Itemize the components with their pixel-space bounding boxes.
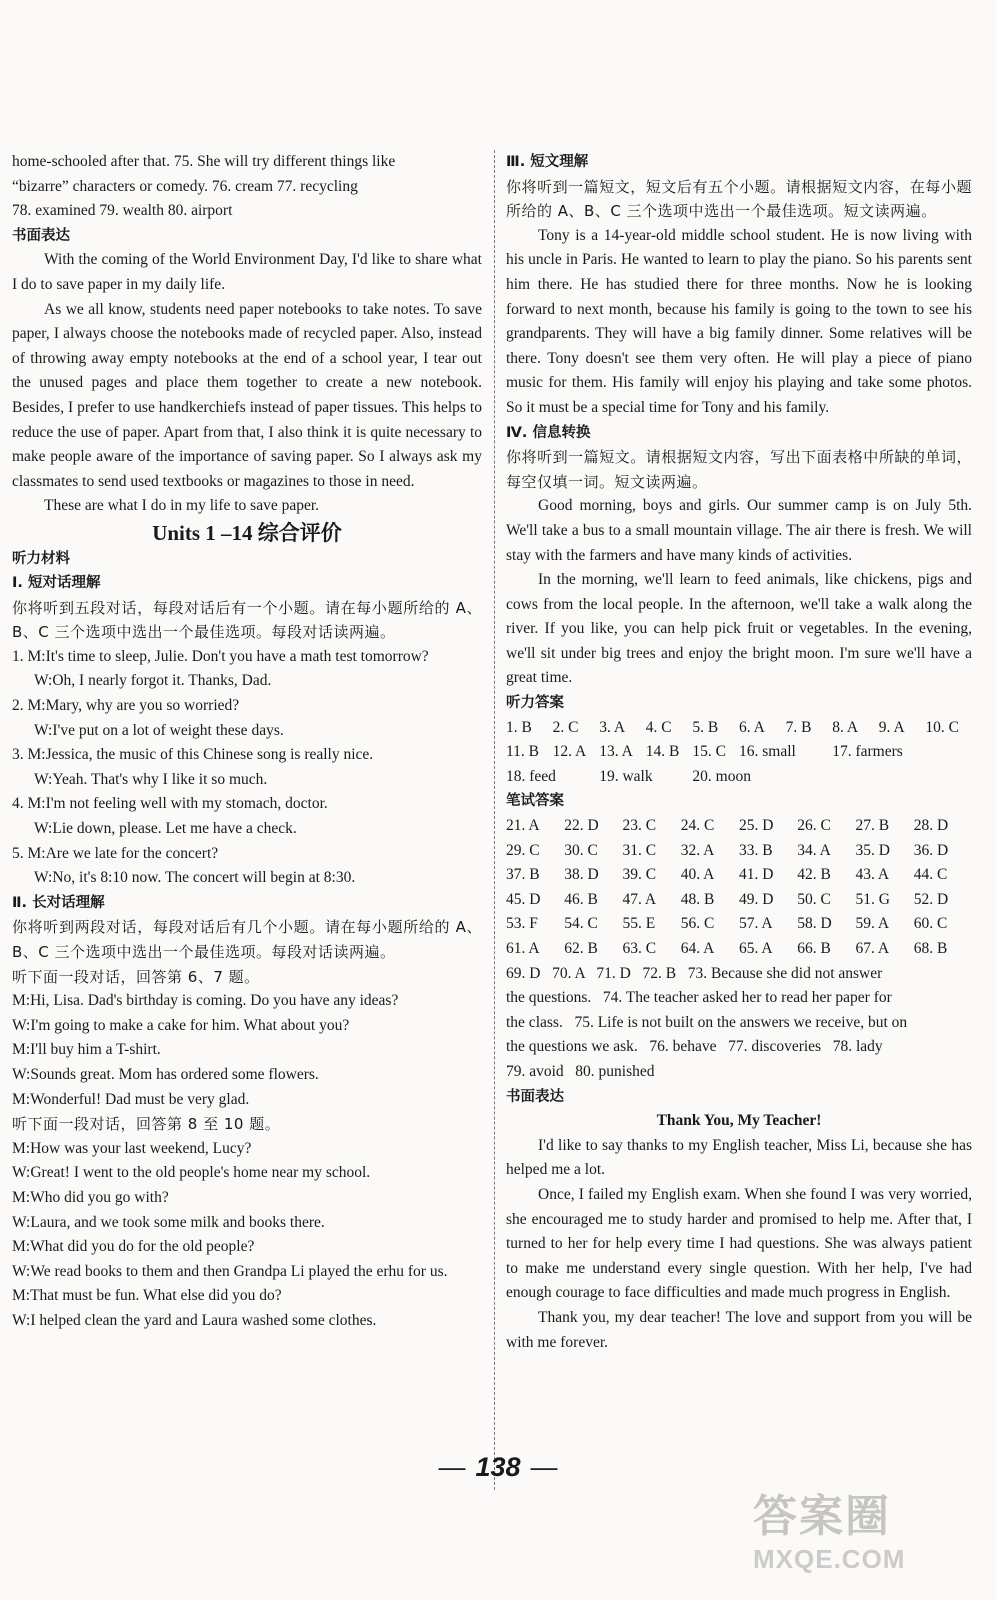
dialog-line: W:Lie down, please. Let me have a check. <box>34 820 297 838</box>
dialog-line: 5. M:Are we late for the concert? <box>12 844 219 862</box>
answer-line: the questions we ask. 76. behave 77. discoveries 78. lady <box>506 1038 883 1056</box>
answer-line: home-schooled after that. 75. She will try different things like <box>12 153 396 170</box>
answer-item: 45. D <box>506 890 541 908</box>
left-column <box>12 150 482 1334</box>
answer-item: 12. A <box>552 743 587 761</box>
answer-item: 56. C <box>680 915 715 933</box>
passage-paragraph: In the morning, we'll learn to feed animals, like chickens, pigs and cows from the local people. In the afternoon, we'll take a walk along the river. If you like, you can help pick fruit or vegetables. In the evening, we'll sit under big trees and enjoy the bright moon. I'm sure we'll have a great time. <box>506 571 972 687</box>
answer-item: 32. A <box>680 841 715 859</box>
answer-item: 55. E <box>622 915 656 933</box>
essay-paragraph: Thank you, my dear teacher! The love and support from you will be with me forever. <box>506 1308 972 1351</box>
essay-paragraph: As we all know, students need paper notebooks to take notes. To save paper, I always choose the notebooks made of recycled paper. Also, instead of throwing away empty notebooks at the end of a school year, I tear out the unused pages and place them together to create a new notebook. Besides, I prefer to use handkerchiefs instead of paper tissues. This helps to reduce the use of paper. Apart from that, I also think it is quite necessary to make people aware of the importance of saving paper. So I always ask my classmates to send used textbooks or magazines to those in need. <box>12 300 482 490</box>
answer-line: 78. examined 79. wealth 80. airport <box>12 202 233 220</box>
answer-row <box>506 814 972 839</box>
answer-item: 47. A <box>622 890 657 908</box>
answer-item: 40. A <box>680 866 715 884</box>
answer-line: “bizarre” characters or comedy. 76. cream 77. recycling <box>12 177 358 195</box>
answer-item: 3. A <box>599 718 626 736</box>
answer-item: 29. C <box>506 841 540 859</box>
answer-item: 22. D <box>564 817 599 835</box>
answer-item: 20. moon <box>692 767 751 785</box>
answer-item: 49. D <box>739 890 774 908</box>
answer-row <box>506 716 972 741</box>
right-column <box>506 150 972 1355</box>
answer-item: 2. C <box>552 718 579 736</box>
answer-item: 57. A <box>739 915 773 933</box>
dialog-line: W:Laura, and we took some milk and books there. <box>12 1213 325 1231</box>
section-heading: 书面表达 <box>506 1088 564 1105</box>
answer-item: 65. A <box>739 940 773 957</box>
passage-paragraph: Good morning, boys and girls. Our summer camp is on July 5th. We'll take a bus to a small mountain village. The air there is fresh. We will stay with the farmers and have many kinds of activities. <box>506 497 972 564</box>
answer-item: 66. B <box>797 940 831 957</box>
essay-paragraph: I'd like to say thanks to my English teacher, Miss Li, because she has helped me a lot. <box>506 1136 972 1179</box>
instruction: 你将听到一篇短文，短文后有五个小题。请根据短文内容，在每小题所给的 A、B、C 三个选项中选出一个最佳选项。短文读两遍。 <box>506 177 972 221</box>
dialog-line: W:Yeah. That's why I like it so much. <box>34 770 268 788</box>
answer-item: 26. C <box>797 817 831 835</box>
passage-paragraph: Tony is a 14-year-old middle school student. He is now living with his uncle in Paris. He wanted to learn to play the piano. So his parents sent him there. He has studied there for three months. Now he is looking forward to next month, because his family is going to the town to see his grandparents. They will have a big family dinner. Some relatives will be there. Tony doesn't see them very often. He will play a piece of piano music for them. His family will enjoy his playing and take some photos. So it must be a special time for Tony and his family. <box>506 226 972 416</box>
column-divider <box>494 150 495 1490</box>
page-number-value: 138 <box>475 1452 521 1482</box>
answer-item: 35. D <box>855 841 890 859</box>
written-answers-grid <box>506 814 972 962</box>
answer-item: 7. B <box>785 718 812 736</box>
answer-item: 24. C <box>680 817 715 835</box>
dialog-line: M:What did you do for the old people? <box>12 1238 255 1256</box>
essay-title: Thank You, My Teacher! <box>656 1112 822 1130</box>
answer-item: 36. D <box>913 841 949 859</box>
answer-row <box>506 912 972 937</box>
answer-item: 10. C <box>925 718 959 736</box>
answer-item: 39. C <box>622 866 657 884</box>
answer-item: 62. B <box>564 940 598 957</box>
essay-paragraph: Once, I failed my English exam. When she found I was very worried, she encouraged me to study harder and promised to help me. After that, I turned to her for help every time I had questions. She was always patient to make me understand every single question. With her help, I've had enough courage to face difficulties and made much progress in English. <box>506 1185 972 1302</box>
answer-row <box>506 888 972 913</box>
watermark-url: MXQE.COM <box>753 1544 906 1574</box>
answer-item: 16. small <box>738 743 796 761</box>
instruction: 你将听到一篇短文。请根据短文内容，写出下面表格中所缺的单词，每空仅填一词。短文读两遍。 <box>506 448 972 491</box>
dialog-line: W:No, it's 8:10 now. The concert will begin at 8:30. <box>34 869 356 887</box>
dialog-line: W:I'm going to make a cake for him. What about you? <box>12 1016 350 1034</box>
dialog-list <box>12 645 482 891</box>
answer-item: 67. A <box>855 940 890 957</box>
answer-item: 61. A <box>506 940 540 957</box>
answer-item: 28. D <box>913 817 949 835</box>
answer-item: 9. A <box>878 718 905 736</box>
essay-paragraph: These are what I do in my life to save paper. <box>44 497 320 515</box>
section-heading: Ⅳ. 信息转换 <box>506 424 591 441</box>
answer-item: 21. A <box>506 817 540 835</box>
dialog-line: W:Oh, I nearly forgot it. Thanks, Dad. <box>34 672 272 690</box>
answer-item: 50. C <box>797 890 831 908</box>
dialog-line: M:That must be fun. What else did you do? <box>12 1287 282 1305</box>
answer-item: 23. C <box>622 817 657 835</box>
page-number: — 138 — <box>438 1452 558 1482</box>
instruction: 你将听到五段对话，每段对话后有一个小题。请在每小题所给的 A、B、C 三个选项中选出一个最佳选项。每段对话读两遍。 <box>12 598 482 642</box>
dialog-line: W:Great! I went to the old people's home near my school. <box>12 1164 371 1182</box>
answer-item: 53. F <box>506 915 538 933</box>
answer-row <box>506 863 972 888</box>
answer-item: 19. walk <box>599 767 653 785</box>
answer-item: 11. B <box>506 743 540 761</box>
answer-line: 69. D 70. A 71. D 72. B 73. Because she did not answer <box>506 964 883 982</box>
answer-item: 37. B <box>506 866 540 884</box>
dialog-line: W:I helped clean the yard and Laura washed some clothes. <box>12 1311 377 1329</box>
answer-row <box>506 740 972 765</box>
answer-item: 38. D <box>564 866 599 884</box>
watermark <box>753 1480 968 1590</box>
answer-item: 4. C <box>645 718 672 736</box>
answer-item: 8. A <box>832 718 859 736</box>
answer-item: 58. D <box>797 915 832 933</box>
answer-item: 33. B <box>739 841 773 859</box>
dialog-line: 2. M:Mary, why are you so worried? <box>12 697 240 715</box>
instruction: 你将听到两段对话，每段对话后有几个小题。请在每小题所给的 A、B、C 三个选项中选出一个最佳选项。每段对话读两遍。 <box>12 918 482 961</box>
answer-item: 34. A <box>797 841 831 859</box>
essay-paragraph: With the coming of the World Environment Day, I'd like to share what I do to save paper in my daily life. <box>12 251 482 293</box>
answer-item: 46. B <box>564 890 598 908</box>
answer-line: 79. avoid 80. punished <box>506 1062 655 1080</box>
conversation-intro: 听下面一段对话，回答第 6、7 题。 <box>12 967 260 986</box>
answer-item: 25. D <box>739 817 774 835</box>
dialog-line: 4. M:I'm not feeling well with my stomach, doctor. <box>12 795 328 813</box>
answer-item: 41. D <box>739 866 774 884</box>
dialog-line: M:Who did you go with? <box>12 1188 169 1206</box>
answer-row <box>506 839 972 864</box>
answer-item: 48. B <box>680 890 715 908</box>
answer-item: 27. B <box>855 817 890 835</box>
unit-title: Units 1 –14 综合评价 <box>152 520 342 545</box>
answer-item: 13. A <box>599 743 633 761</box>
answer-item: 30. C <box>564 841 598 859</box>
answer-item: 68. B <box>913 940 948 957</box>
answer-item: 51. G <box>855 890 890 908</box>
answer-item: 6. A <box>738 718 765 736</box>
dialog-line: W:We read books to them and then Grandpa Li played the erhu for us. <box>12 1262 448 1280</box>
answer-item: 63. C <box>622 940 657 957</box>
dialog-line: W:Sounds great. Mom has ordered some flowers. <box>12 1065 319 1083</box>
section-heading: 书面表达 <box>12 227 70 244</box>
watermark-logo-text: 答案圈 <box>753 1491 891 1542</box>
section-heading: Ⅱ. 长对话理解 <box>12 894 105 911</box>
answer-item: 54. C <box>564 915 598 933</box>
answer-row <box>506 765 972 790</box>
answer-item: 52. D <box>913 890 949 908</box>
answer-line: the class. 75. Life is not built on the answers we receive, but on <box>506 1013 908 1031</box>
answer-item: 1. B <box>506 718 532 736</box>
section-heading: 听力答案 <box>506 695 564 712</box>
answer-item: 31. C <box>622 841 657 859</box>
answer-item: 43. A <box>855 866 890 884</box>
answer-item: 17. farmers <box>832 743 903 761</box>
dialog-line: M:I'll buy him a T-shirt. <box>12 1041 161 1059</box>
dialog-line: W:I've put on a lot of weight these days. <box>34 721 284 739</box>
answer-line: the questions. 74. The teacher asked her to read her paper for <box>506 989 892 1007</box>
answer-item: 59. A <box>855 915 890 933</box>
answer-item: 15. C <box>692 743 726 761</box>
answer-item: 5. B <box>692 718 719 736</box>
dialog-line: 3. M:Jessica, the music of this Chinese song is really nice. <box>12 746 374 764</box>
dialog-line: M:How was your last weekend, Lucy? <box>12 1139 252 1157</box>
dialog-line: M:Hi, Lisa. Dad's birthday is coming. Do you have any ideas? <box>12 992 399 1010</box>
section-heading: 笔试答案 <box>506 793 564 810</box>
answer-item: 42. B <box>797 866 831 884</box>
answer-item: 64. A <box>680 940 715 957</box>
dialog-line: 1. M:It's time to sleep, Julie. Don't you have a math test tomorrow? <box>12 647 429 665</box>
answer-item: 60. C <box>913 915 948 933</box>
answer-item: 18. feed <box>506 767 556 785</box>
answer-row <box>506 937 972 962</box>
section-heading: 听力材料 <box>12 550 70 567</box>
dialog-line: M:Wonderful! Dad must be very glad. <box>12 1090 250 1108</box>
section-heading: Ⅲ. 短文理解 <box>506 154 589 170</box>
section-heading: Ⅰ. 短对话理解 <box>12 575 101 592</box>
answer-item: 14. B <box>645 743 680 761</box>
conversation-intro: 听下面一段对话，回答第 8 至 10 题。 <box>12 1115 281 1134</box>
answer-item: 44. C <box>913 866 948 884</box>
